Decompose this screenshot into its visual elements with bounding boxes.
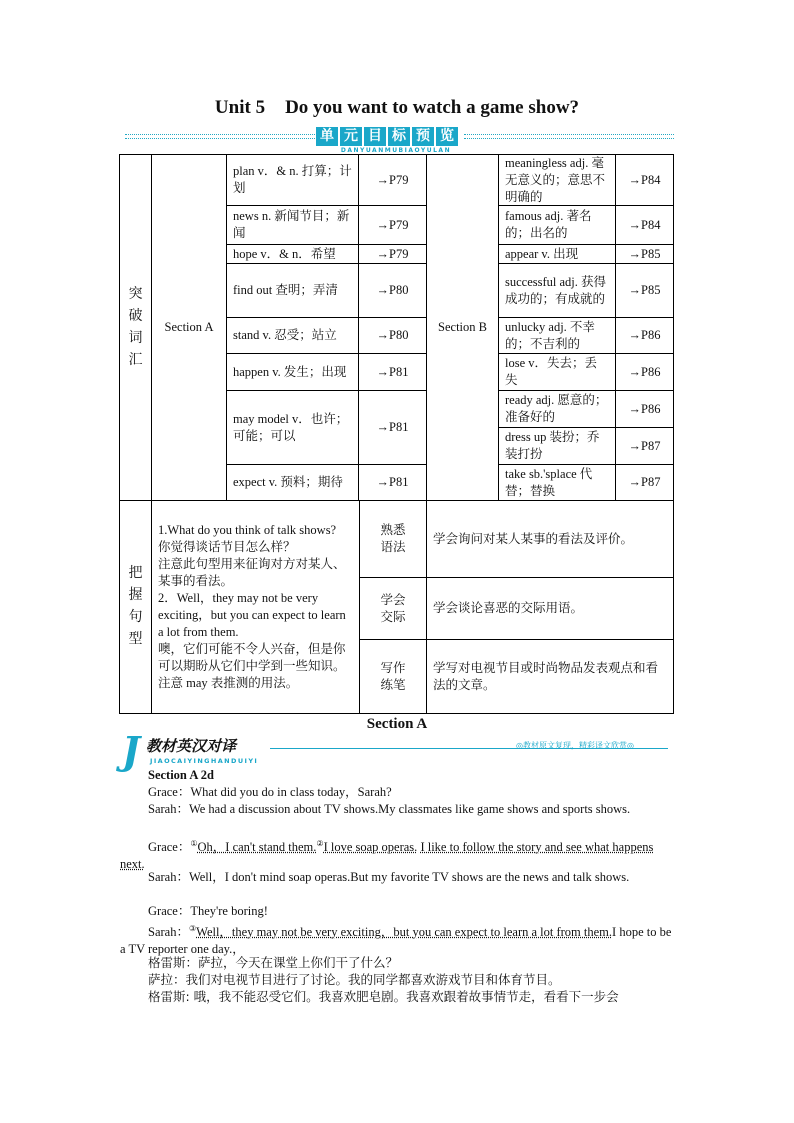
vocab-a-word: hope v．& n．希望 <box>226 244 359 264</box>
vocab-a-word: find out 查明；弄清 <box>226 263 359 318</box>
vocab-a-word: stand v. 忍受；站立 <box>226 317 359 354</box>
banner-line-left-2 <box>125 138 315 139</box>
vocab-a-word: happen v. 发生；出现 <box>226 353 359 391</box>
dialogue-line: 萨拉：我们对电视节目进行了讨论。我的同学都喜欢游戏节目和体育节目。 <box>148 972 561 987</box>
grasp-sentence: 你觉得谈话节目怎么样？ <box>158 540 296 554</box>
vocab-a-page: →P79 <box>358 205 427 245</box>
banner-title <box>316 127 458 146</box>
vocab-b-word: meaningless adj. 毫无意义的；意思不明确的 <box>498 154 616 206</box>
vocab-b-word: successful adj. 获得成功的；有成就的 <box>498 263 616 318</box>
dialogue-line: Grace：①Oh，I can't stand them.②I love soap operas. I like to follow the story and see what happens next. <box>120 839 654 872</box>
dialogue-line: Grace：What did you do in class today，Sarah? <box>148 785 392 799</box>
unit-question: Do you want to watch a game show? <box>285 97 580 118</box>
vocab-a-page: →P80 <box>358 263 427 318</box>
grasp-label-cell: 熟悉语法 <box>359 500 427 578</box>
section-b-label: Section B <box>438 320 487 334</box>
category-char: 型 <box>128 632 143 647</box>
vocab-b-page: →P85 <box>615 263 674 318</box>
banner-char: 览 <box>436 127 458 146</box>
category-char: 破 <box>128 308 143 324</box>
vocab-a-page: →P81 <box>358 390 427 465</box>
dialogue-line: Sarah：Well，I don't mind soap operas.But my favorite TV shows are the news and talk shows. <box>148 870 630 884</box>
vocab-b-page: →P86 <box>615 317 674 354</box>
section-a-cell <box>151 154 227 501</box>
grasp-sentence: 噢，它们可能不令人兴奋，但是你可以期盼从它们中学到一些知识。 <box>158 642 346 673</box>
vocab-a-word: plan v．& n. 打算；计划 <box>226 154 359 206</box>
grasp-text-cell: 学会询问对某人某事的看法及评价。 <box>426 500 674 578</box>
bar-subtitle: ◎教材原文复现，精彩译文欣赏◎ <box>516 741 634 750</box>
vocab-b-page: →P85 <box>615 244 674 264</box>
bar-logo-icon: J <box>122 728 140 773</box>
grasp-text-cell: 学会谈论喜恶的交际用语。 <box>426 577 674 640</box>
bar-title: 教材英汉对译 <box>146 737 237 755</box>
banner-char: 目 <box>364 127 386 146</box>
vocab-a-page: →P79 <box>358 244 427 264</box>
grasp-sentence: 注意 may 表推测的用法。 <box>158 676 299 690</box>
vocab-b-page: →P86 <box>615 353 674 391</box>
dialogue-line: 格雷斯：萨拉，今天在课堂上你们干了什么？ <box>148 955 399 970</box>
vocab-b-page: →P86 <box>615 390 674 428</box>
vocab-b-word: ready adj. 愿意的；准备好的 <box>498 390 616 428</box>
grasp-sentences-cell <box>151 500 360 714</box>
category-char: 汇 <box>128 352 143 368</box>
section-title: Section A <box>366 716 428 732</box>
grasp-text-cell: 学写对电视节目或时尚物品发表观点和看法的文章。 <box>426 639 674 714</box>
grasp-sentence: 1.What do you think of talk shows? <box>158 523 337 537</box>
category-char: 突 <box>128 286 143 302</box>
vocab-a-word: may model v．也许；可能；可以 <box>226 390 359 465</box>
banner-char: 预 <box>412 127 434 146</box>
vocab-category-cell <box>119 154 152 501</box>
banner-line-right <box>464 134 674 135</box>
banner-char: 标 <box>388 127 410 146</box>
banner-char: 元 <box>340 127 362 146</box>
section-a-label: Section A <box>164 320 214 334</box>
vocab-b-word: appear v. 出现 <box>498 244 616 264</box>
banner-char: 单 <box>316 127 338 146</box>
dialogue-heading: Section A 2d <box>148 768 214 782</box>
unit-label: Unit 5 <box>214 97 266 118</box>
section-b-cell <box>426 154 499 501</box>
vocab-b-page: →P87 <box>615 427 674 465</box>
banner-line-left <box>125 134 315 135</box>
page-title <box>0 97 794 119</box>
vocab-b-word: famous adj. 著名的；出名的 <box>498 205 616 245</box>
vocab-b-word: unlucky adj. 不幸的；不吉利的 <box>498 317 616 354</box>
bar-pinyin: JIAOCAIYINGHANDUIYI <box>150 757 259 765</box>
dialogue-line: Sarah：③Well，they may not be very exciting，but you can expect to learn a lot from them.I hope to be a TV reporter one day.， <box>120 924 672 957</box>
grasp-sentence: 注意此句型用来征询对方对某人、某事的看法。 <box>158 557 346 588</box>
vocab-b-page: →P87 <box>615 464 674 501</box>
vocab-a-word: expect v. 预料；期待 <box>226 464 359 501</box>
grasp-sentence: 2．Well，they may not be very exciting，but you can expect to learn a lot from them. <box>158 591 346 639</box>
vocab-b-word: lose v．失去；丢失 <box>498 353 616 391</box>
vocab-category-label <box>129 284 143 372</box>
banner-pinyin: DANYUANMUBIAOYULAN <box>340 147 452 154</box>
dialogue-line: Grace：They're boring! <box>148 904 268 918</box>
vocab-a-page: →P81 <box>358 353 427 391</box>
vocab-b-word: dress up 装扮；乔装打扮 <box>498 427 616 465</box>
grasp-label-cell: 写作练笔 <box>359 639 427 714</box>
category-char: 把 <box>128 566 143 581</box>
vocab-a-page: →P79 <box>358 154 427 206</box>
vocab-a-word: news n. 新闻节目；新闻 <box>226 205 359 245</box>
grasp-category-label <box>129 563 143 651</box>
vocab-a-page: →P81 <box>358 464 427 501</box>
dialogue-line: 格雷斯: 哦，我不能忍受它们。我喜欢肥皂剧。我喜欢跟着故事情节走，看看下一步会 <box>148 989 619 1004</box>
category-char: 词 <box>128 330 143 346</box>
category-char: 握 <box>128 588 143 603</box>
vocab-b-page: →P84 <box>615 205 674 245</box>
dialogue-line: Sarah：We had a discussion about TV shows.My classmates like game shows and sports shows. <box>148 802 631 816</box>
category-char: 句 <box>128 610 143 625</box>
vocab-b-page: →P84 <box>615 154 674 206</box>
vocab-a-page: →P80 <box>358 317 427 354</box>
grasp-label-cell: 学会交际 <box>359 577 427 640</box>
banner-line-right-2 <box>464 138 674 139</box>
vocab-b-word: take sb.'splace 代替；替换 <box>498 464 616 501</box>
grasp-category-cell <box>119 500 152 714</box>
